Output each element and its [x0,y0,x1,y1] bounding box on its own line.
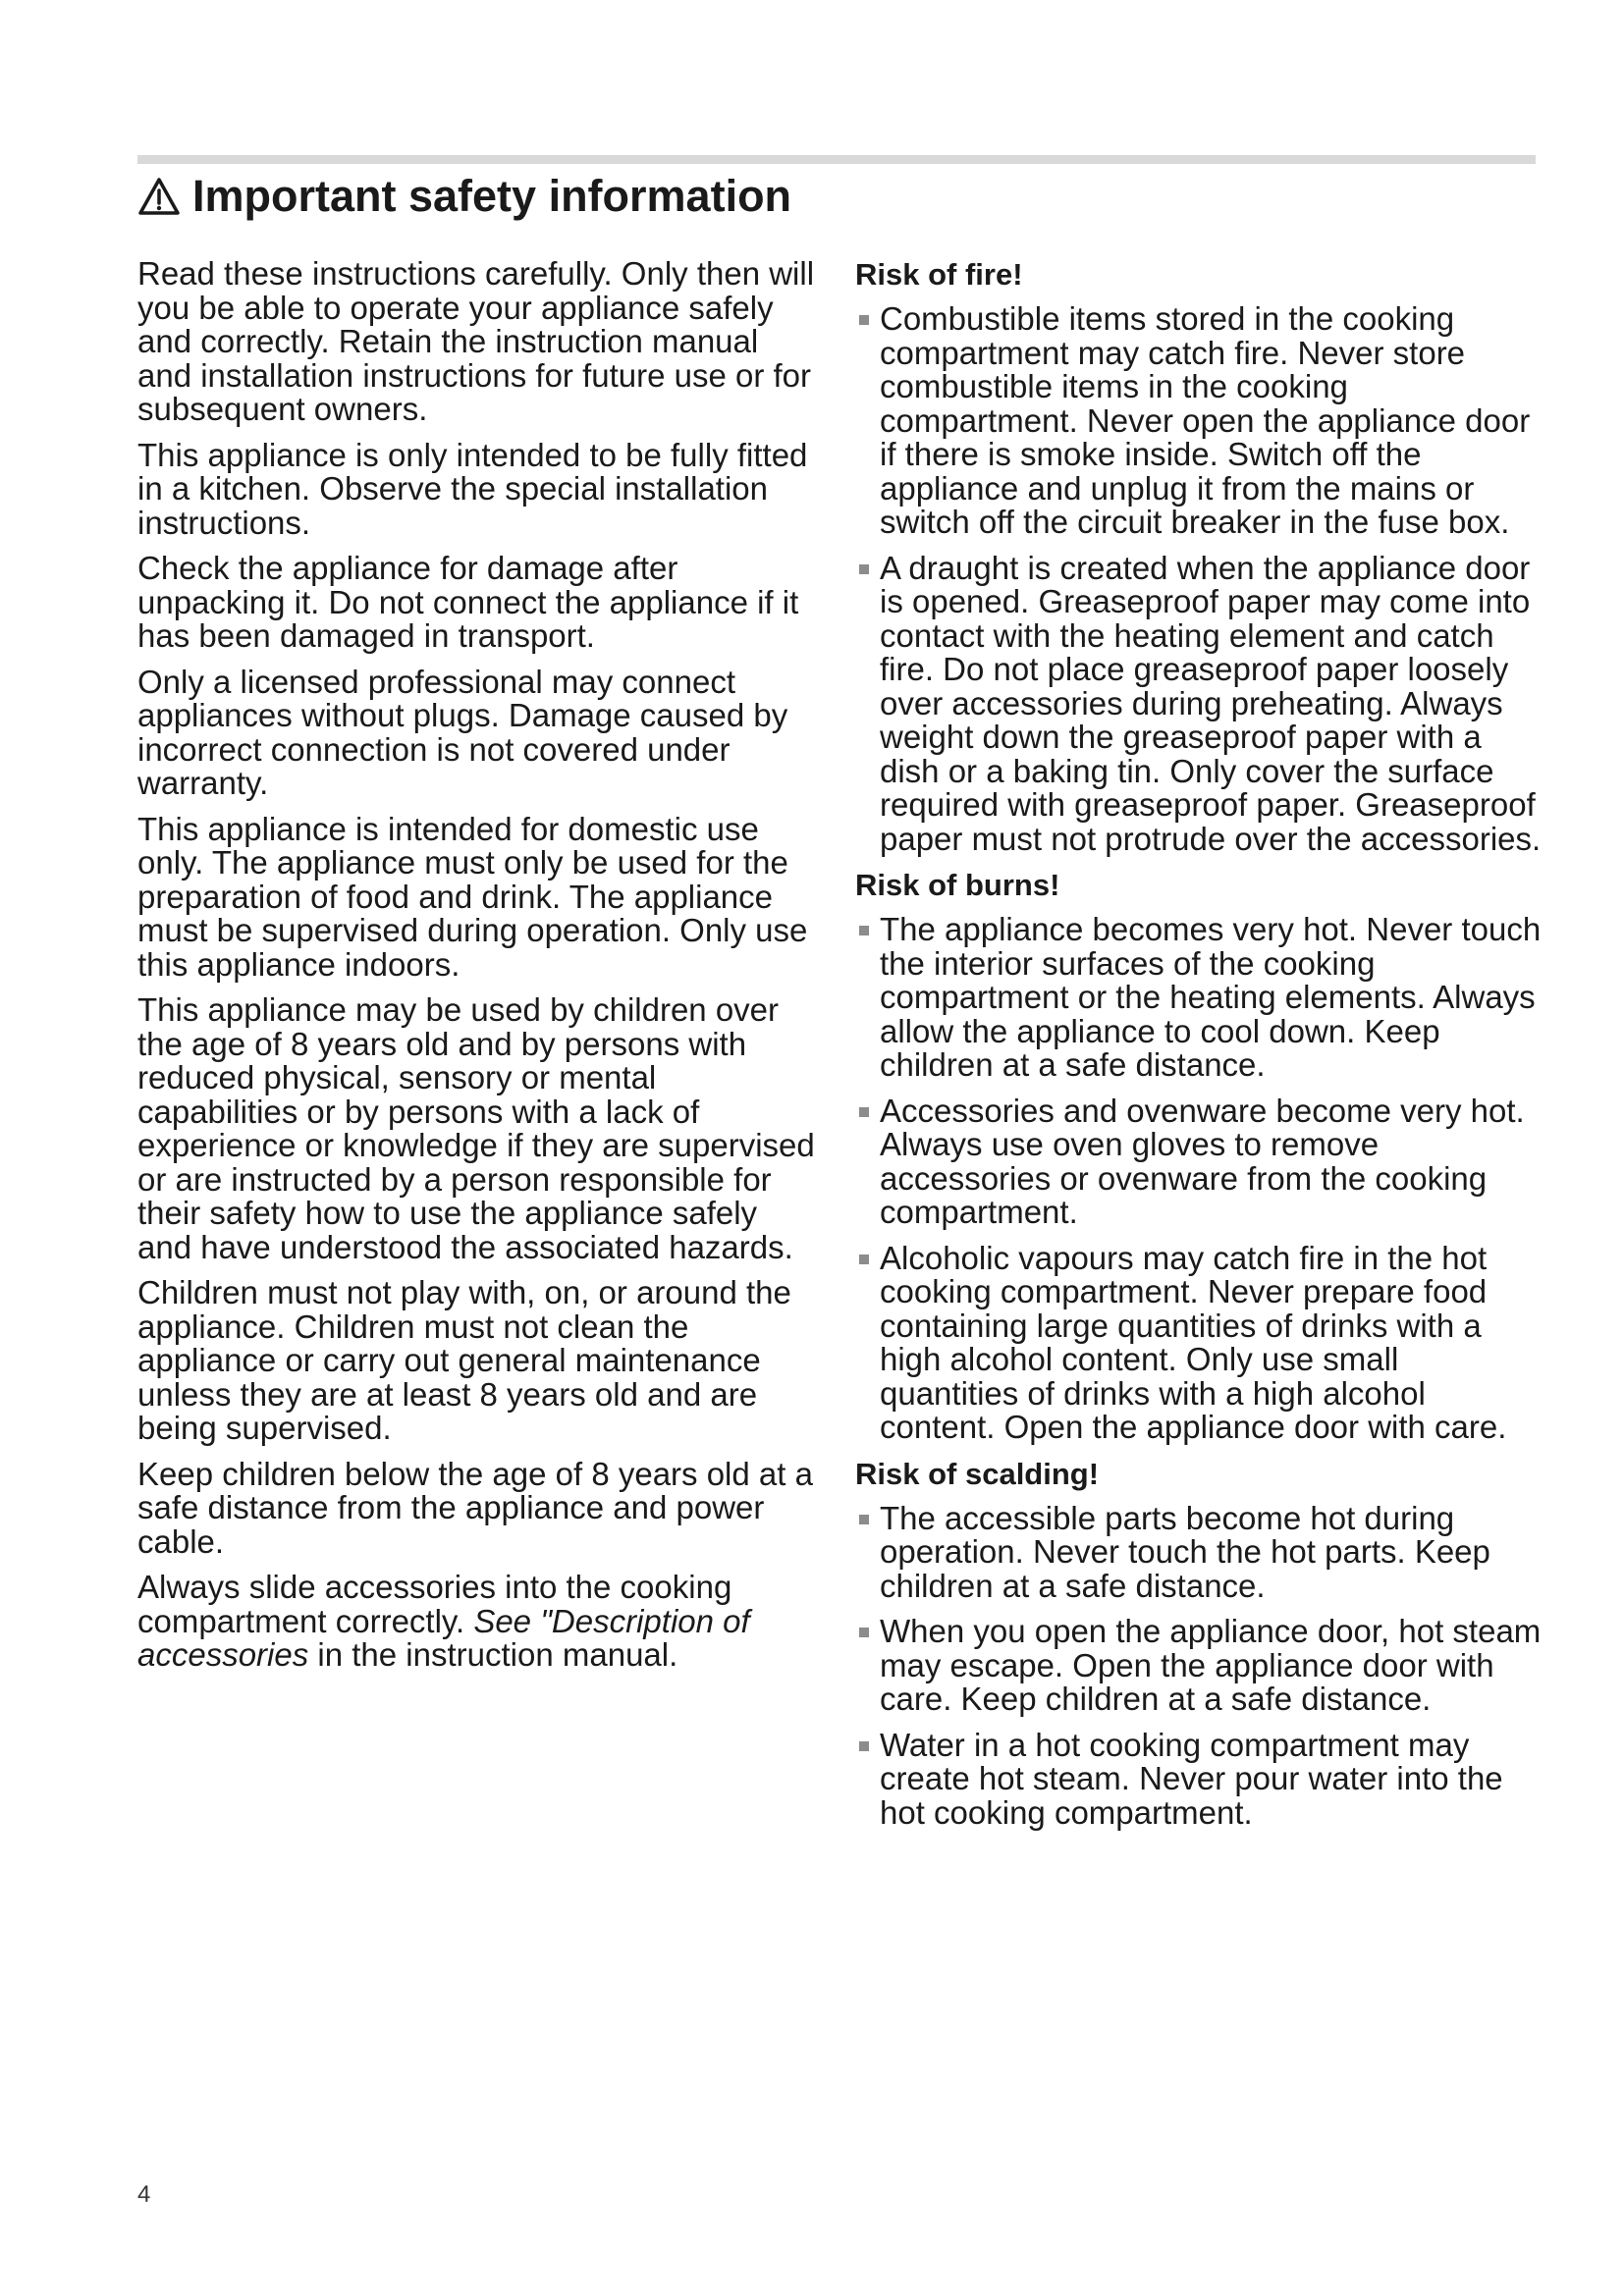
safe-distance-paragraph: Keep children below the age of 8 years old at a safe distance from the appliance and power cable. [137,1455,813,1560]
damage-check-paragraph: Check the appliance for damage after unpacking it. Do not connect the appliance if it has been damaged in transport. [137,550,799,654]
list-item-text: Alcoholic vapours may catch fire in the hot cooking compartment. Never prepare food containing large quantities of drinks with a high alcohol content. Only use small quantities of drinks with a high alcohol content. Open the appliance door with care. [880,1239,1507,1445]
list-item-text: A draught is created when the appliance door is opened. Greaseproof paper may come into contact with the heating element and catch fire. Do not place greaseproof paper loosely over accessories during preheating. Always weight down the greaseproof paper with a dish or a baking tin. Only cover the surface required with greaseproof paper. Greaseproof paper must not protrude over the accessories. [880,549,1542,857]
section-heading-fire: Risk of fire! [855,257,1023,292]
children-persons-paragraph: This appliance may be used by children over the age of 8 years old and by persons with reduced physical, sensory or mental capabilities or by persons with a lack of experience or knowledge if they are supervised or are instructed by a person responsible for their safety how to use the appliance safely and have understood the associated hazards. [137,991,815,1265]
list-item [855,1726,1543,1831]
square-bullet-icon [859,1741,869,1751]
square-bullet-icon [859,926,869,935]
square-bullet-icon [859,1515,869,1524]
list-item [855,1239,1543,1445]
square-bullet-icon [859,1107,869,1117]
domestic-use-paragraph: This appliance is intended for domestic use only. The appliance must only be used for the preparation of food and drink. The appliance must be supervised during operation. Only use this appliance indoors. [137,810,808,983]
accessories-reference: See "Description of accessories [137,1602,750,1673]
burns-list [855,913,1543,1445]
list-item [855,1499,1543,1604]
square-bullet-icon [859,315,869,325]
list-item [855,302,1543,540]
page-title [137,167,791,226]
page-number: 4 [137,2181,151,2208]
list-item-text: Combustible items stored in the cooking compartment may catch fire. Never store combustible items in the cooking compartment. Never open the appliance door if there is smoke inside. Switch off the appliance and unplug it from the mains or switch off the circuit breaker in the fuse box. [880,300,1531,540]
list-item [855,1615,1543,1717]
scalding-list [855,1499,1543,1831]
accessories-text: Always slide accessories into the cooking compartment correctly. [137,1569,732,1639]
kitchen-fitting-paragraph: This appliance is only intended to be fully fitted in a kitchen. Observe the special installation instructions. [137,436,808,541]
list-item [855,913,1543,1083]
header-rule [137,155,1536,164]
section-heading-burns: Risk of burns! [855,868,1060,902]
list-item [855,1092,1543,1230]
intro-paragraph: Read these instructions carefully. Only then will you be able to operate your appliance safely and correctly. Retain the instruction manual and installation instructions for future use or for subsequent owners. [137,255,815,427]
accessories-text-end: in the instruction manual. [308,1636,678,1673]
list-item-text: The appliance becomes very hot. Never touch the interior surfaces of the cooking compartment or the heating elements. Always allow the appliance to cool down. Keep children at a safe distance. [880,911,1542,1083]
list-item-text: The accessible parts become hot during operation. Never touch the hot parts. Keep children at a safe distance. [880,1499,1490,1604]
page-title-text: Important safety information [192,171,792,221]
list-item-text: Water in a hot cooking compartment may create hot steam. Never pour water into the hot cooking compartment. [880,1726,1503,1831]
accessories-paragraph [137,1571,815,1673]
list-item-text: When you open the appliance door, hot steam may escape. Open the appliance door with care. Keep children at a safe distance. [880,1613,1542,1717]
right-column [855,257,1543,1842]
fire-list [855,302,1543,856]
warning-triangle-icon [137,177,181,216]
list-item [855,549,1543,857]
left-column [137,257,815,1684]
children-play-paragraph: Children must not play with, on, or around the appliance. Children must not clean the appliance or carry out general maintenance unless they are at least 8 years old and are being supervised. [137,1274,791,1446]
square-bullet-icon [859,564,869,574]
section-heading-scalding: Risk of scalding! [855,1456,1100,1491]
square-bullet-icon [859,1628,869,1637]
list-item-text: Accessories and ovenware become very hot. Always use oven gloves to remove accessories or ovenware from the cooking compartment. [880,1092,1525,1230]
square-bullet-icon [859,1255,869,1264]
licensed-professional-paragraph: Only a licensed professional may connect appliances without plugs. Damage caused by incorrect connection is not covered under warranty. [137,663,788,801]
